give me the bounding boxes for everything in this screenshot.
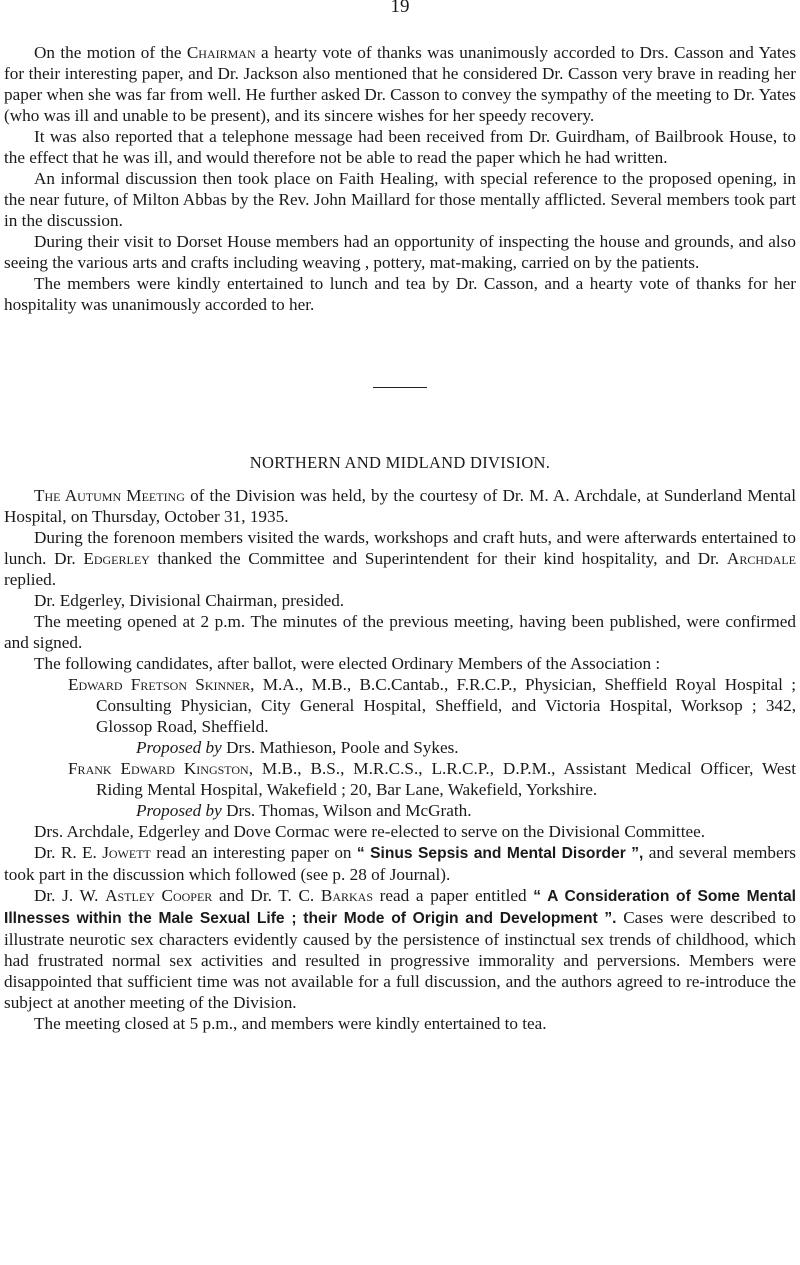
member-entry-skinner: Edward Fretson Skinner, M.A., M.B., B.C.Cantab., F.R.C.P., Physician, Sheffield Royal Hospital ; Consulting Physician, City General Hospital, Sheffield, and Victoria Hospital, Worksop ; 342, Glossop Road, Sheffield.	[68, 675, 796, 736]
meeting-closed-paragraph: The meeting closed at 5 p.m., and members were kindly entertained to tea.	[34, 1014, 547, 1033]
jowett-paper-paragraph: Dr. R. E. Jowett read an interesting paper on “ Sinus Sepsis and Mental Disorder ”, and several members took part in the discussion which followed (see p. 28 of Journal).	[4, 843, 796, 884]
member-entry-kingston: Frank Edward Kingston, M.B., B.S., M.R.C.S., L.R.C.P., D.P.M., Assistant Medical Officer, West Riding Mental Hospital, Wakefield ; 20, Bar Lane, Wakefield, Yorkshire.	[68, 759, 796, 799]
vote-of-thanks-paragraph: On the motion of the Chairman a hearty vote of thanks was unanimously accorded to Drs. Casson and Yates for their interesting paper, and Dr. Jackson also mentioned that he considered Dr. Casson very brave in reading her paper when she was far from well. He further asked Dr. Casson to convey the sympathy of the meeting to Dr. Yates (who was ill and unable to be present), and its sincere wishes for her speedy recovery.	[4, 43, 797, 125]
cooper-barkas-paper-paragraph: Dr. J. W. Astley Cooper and Dr. T. C. Barkas read a paper entitled “ A Consideration of Some Mental Illnesses within the Male Sexual Life ; their Mode of Origin and Development ”. Cases were described to illustrate neurotic sex characters evidently caused by the persistence of instinctual sex trends of childhood, which had frustrated normal sex activities and resulted in progressive immorality and perversions. Members were disappointed that sufficient time was not available for a full discussion, and the authors agreed to re-introduce the subject at another meeting of the Division.	[4, 886, 797, 1012]
candidates-elected-paragraph: The following candidates, after ballot, were elected Ordinary Members of the Association :	[34, 654, 661, 673]
hospitality-paragraph: The members were kindly entertained to lunch and tea by Dr. Casson, and a hearty vote of thanks for her hospitality was unanimously accorded to her.	[4, 274, 796, 314]
chairman-presided-paragraph: Dr. Edgerley, Divisional Chairman, presided.	[34, 591, 345, 610]
northern-midland-section	[4, 485, 796, 1034]
division-heading: NORTHERN AND MIDLAND DIVISION.	[249, 453, 551, 472]
meeting-opened-paragraph: The meeting opened at 2 p.m. The minutes of the previous meeting, having been published, were confirmed and signed.	[4, 612, 796, 652]
section-divider	[373, 387, 427, 388]
proposers-skinner: Proposed by Drs. Mathieson, Poole and Sykes.	[136, 738, 459, 757]
page-number: 19	[390, 0, 410, 17]
autumn-meeting-paragraph: The Autumn Meeting of the Division was held, by the courtesy of Dr. M. A. Archdale, at Sunderland Mental Hospital, on Thursday, October 31, 1935.	[4, 486, 796, 526]
telephone-message-paragraph: It was also reported that a telephone message had been received from Dr. Guirdham, of Bailbrook House, to the effect that he was ill, and would therefore not be able to read the paper which he had written.	[4, 127, 796, 167]
faith-healing-paragraph: An informal discussion then took place on Faith Healing, with special reference to the proposed opening, in the near future, of Milton Abbas by the Rev. John Maillard for those mentally afflicted. Several members took part in the discussion.	[4, 169, 796, 230]
proposers-kingston: Proposed by Drs. Thomas, Wilson and McGrath.	[136, 801, 472, 820]
dorset-house-visit-paragraph: During their visit to Dorset House members had an opportunity of inspecting the house and grounds, and also seeing the various arts and crafts including weaving , pottery, mat-making, carried on by the patients.	[4, 232, 796, 272]
committee-reelection-paragraph: Drs. Archdale, Edgerley and Dove Cormac were re-elected to serve on the Divisional Committee.	[34, 822, 706, 841]
forenoon-visit-paragraph: During the forenoon members visited the wards, workshops and craft huts, and were afterwards entertained to lunch. Dr. Edgerley thanked the Committee and Superintendent for their kind hospitality, and Dr. Archdale replied.	[4, 528, 796, 589]
previous-meeting-section	[4, 42, 796, 315]
